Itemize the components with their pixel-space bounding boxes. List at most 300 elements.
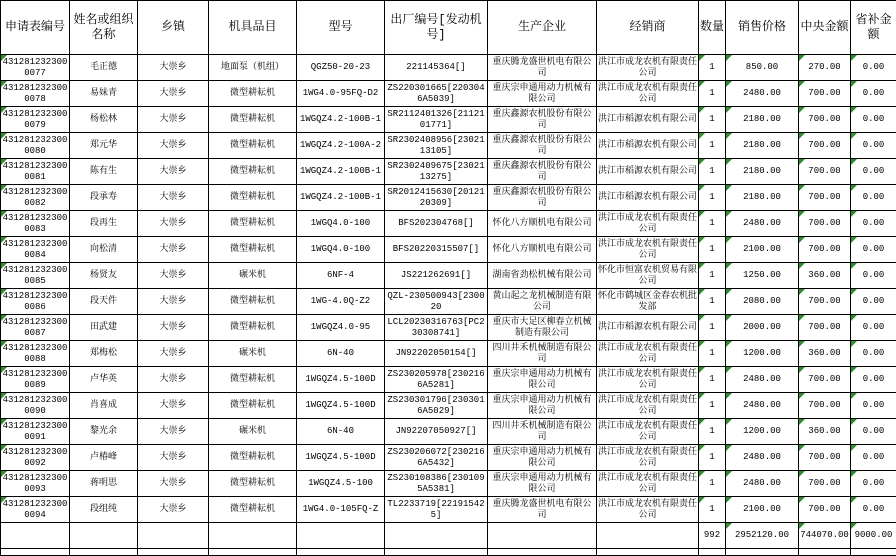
cell-serial[interactable] (385, 263, 488, 289)
cell-price[interactable] (726, 55, 799, 81)
total-province[interactable]: 9000.00 (851, 523, 896, 549)
cell-app-no[interactable] (1, 445, 70, 471)
cell-category[interactable] (209, 159, 297, 185)
cell-app-no[interactable] (1, 393, 70, 419)
cell-app-no[interactable] (1, 263, 70, 289)
cell-name[interactable] (70, 289, 138, 315)
cell-serial[interactable] (385, 211, 488, 237)
error-indicator-icon (799, 81, 805, 87)
table-row (1, 237, 896, 263)
cell-app-no[interactable] (1, 81, 70, 107)
cell-township[interactable] (138, 237, 209, 263)
cell-text: SR2112401326[2112101771] (387, 109, 484, 130)
total-qty[interactable]: 992 (699, 523, 726, 549)
cell-dealer[interactable] (597, 497, 699, 523)
cell-province[interactable] (851, 159, 896, 185)
cell-qty[interactable] (699, 237, 726, 263)
header-row (1, 1, 896, 55)
cell-text: 洪江市成龙农机有限责任公司 (598, 83, 697, 104)
column-header-model[interactable]: 型号 (297, 1, 385, 55)
cell-manufacturer[interactable] (488, 315, 597, 341)
cell-empty[interactable] (138, 523, 209, 549)
cell-empty[interactable] (385, 523, 488, 549)
cell-manufacturer[interactable] (488, 471, 597, 497)
cell-serial[interactable] (385, 289, 488, 315)
cell-model[interactable] (297, 263, 385, 289)
cell-township[interactable] (138, 263, 209, 289)
cell-name[interactable] (70, 211, 138, 237)
cell-model[interactable] (297, 497, 385, 523)
cell-app-no[interactable] (1, 55, 70, 81)
cell-central[interactable] (799, 289, 851, 315)
cell-text: ZS230108386[2301095A5381] (387, 473, 484, 494)
cell-province[interactable] (851, 289, 896, 315)
cell-text: 700.00 (808, 244, 840, 254)
cell-text: 四川井禾机械制造有限公司 (492, 343, 591, 364)
cell-serial[interactable] (385, 471, 488, 497)
cell-township[interactable] (138, 55, 209, 81)
cell-text: 2080.00 (743, 296, 781, 306)
cell-price[interactable] (726, 107, 799, 133)
cell-text: 0.00 (863, 374, 885, 384)
cell-central[interactable] (799, 471, 851, 497)
cell-name[interactable] (70, 133, 138, 159)
table-row (1, 367, 896, 393)
cell-model[interactable] (297, 393, 385, 419)
cell-dealer[interactable] (597, 185, 699, 211)
cell-dealer[interactable] (597, 133, 699, 159)
cell-province[interactable] (851, 393, 896, 419)
error-indicator-icon (699, 237, 705, 243)
cell-qty[interactable] (699, 55, 726, 81)
cell-category[interactable] (209, 237, 297, 263)
cell-township[interactable] (138, 159, 209, 185)
cell-category[interactable] (209, 341, 297, 367)
cell-app-no[interactable] (1, 341, 70, 367)
cell-model[interactable] (297, 289, 385, 315)
error-indicator-icon (851, 367, 857, 373)
cell-price[interactable] (726, 471, 799, 497)
table-row (1, 81, 896, 107)
cell-price[interactable] (726, 81, 799, 107)
cell-price[interactable] (726, 367, 799, 393)
cell-app-no[interactable] (1, 185, 70, 211)
cell-name[interactable] (70, 471, 138, 497)
cell-township[interactable] (138, 289, 209, 315)
cell-province[interactable] (851, 315, 896, 341)
cell-province[interactable] (851, 419, 896, 445)
cell-dealer[interactable] (597, 55, 699, 81)
cell-central[interactable] (799, 237, 851, 263)
cell-category[interactable] (209, 419, 297, 445)
cell-manufacturer[interactable] (488, 497, 597, 523)
cell-central[interactable] (799, 211, 851, 237)
cell-model[interactable] (297, 341, 385, 367)
total-central[interactable]: 744070.00 (799, 523, 851, 549)
cell-manufacturer[interactable] (488, 341, 597, 367)
cell-name[interactable] (70, 315, 138, 341)
error-indicator-icon (799, 341, 805, 347)
cell-township[interactable] (138, 107, 209, 133)
cell-dealer[interactable] (597, 315, 699, 341)
cell-text: 1WGQZ4.2-100B-1 (300, 192, 381, 202)
column-header-app-no[interactable]: 申请表编号 (1, 1, 70, 55)
cell-central[interactable] (799, 55, 851, 81)
cell-name[interactable] (70, 497, 138, 523)
cell-serial[interactable] (385, 133, 488, 159)
cell-text: 4312812323000089 (3, 369, 68, 390)
cell-qty[interactable] (699, 419, 726, 445)
cell-province[interactable] (851, 185, 896, 211)
cell-qty[interactable] (699, 393, 726, 419)
cell-dealer[interactable] (597, 211, 699, 237)
cell-app-no[interactable] (1, 497, 70, 523)
cell-province[interactable] (851, 445, 896, 471)
cell-dealer[interactable] (597, 237, 699, 263)
cell-serial[interactable] (385, 393, 488, 419)
column-header-serial[interactable]: 出厂编号[发动机号] (385, 1, 488, 55)
cell-manufacturer[interactable] (488, 445, 597, 471)
cell-manufacturer[interactable] (488, 289, 597, 315)
cell-central[interactable] (799, 315, 851, 341)
cell-price[interactable] (726, 185, 799, 211)
cell-name[interactable] (70, 81, 138, 107)
cell-category[interactable] (209, 55, 297, 81)
cell-manufacturer[interactable] (488, 237, 597, 263)
cell-price[interactable] (726, 133, 799, 159)
cell-qty[interactable] (699, 263, 726, 289)
cell-name[interactable] (70, 263, 138, 289)
cell-serial[interactable] (385, 341, 488, 367)
cell-central[interactable] (799, 81, 851, 107)
cell-text: 杨松林 (90, 114, 117, 124)
cell-township[interactable] (138, 315, 209, 341)
cell-text: 杨贤友 (90, 270, 117, 280)
cell-dealer[interactable] (597, 393, 699, 419)
cell-app-no[interactable] (1, 471, 70, 497)
cell-dealer[interactable] (597, 367, 699, 393)
cell-township[interactable] (138, 445, 209, 471)
cell-category[interactable] (209, 81, 297, 107)
cell-text: 1 (709, 296, 714, 306)
cell-dealer[interactable] (597, 263, 699, 289)
cell-text: 重庆宗申通用动力机械有限公司 (492, 369, 591, 390)
cell-app-no[interactable] (1, 237, 70, 263)
table-row (1, 133, 896, 159)
cell-manufacturer[interactable] (488, 185, 597, 211)
cell-manufacturer[interactable] (488, 55, 597, 81)
cell-township[interactable] (138, 393, 209, 419)
column-header-category[interactable]: 机具品目 (209, 1, 297, 55)
cell-price[interactable] (726, 159, 799, 185)
cell-township[interactable] (138, 367, 209, 393)
cell-central[interactable] (799, 341, 851, 367)
column-header-name[interactable]: 姓名或组织名称 (70, 1, 138, 55)
cell-central[interactable] (799, 107, 851, 133)
cell-central[interactable] (799, 159, 851, 185)
cell-qty[interactable] (699, 211, 726, 237)
error-indicator-icon (726, 419, 732, 425)
cell-text: JS221262691[] (401, 270, 471, 280)
cell-qty[interactable] (699, 133, 726, 159)
cell-price[interactable] (726, 289, 799, 315)
cell-dealer[interactable] (597, 445, 699, 471)
cell-category[interactable] (209, 497, 297, 523)
cell-province[interactable] (851, 237, 896, 263)
cell-qty[interactable] (699, 159, 726, 185)
cell-name[interactable] (70, 367, 138, 393)
column-header-province[interactable]: 省补金额 (851, 1, 896, 55)
cell-text: 洪江市稻源农机有限公司 (598, 192, 697, 202)
cell-app-no[interactable] (1, 315, 70, 341)
column-header-price[interactable]: 销售价格 (726, 1, 799, 55)
column-header-township[interactable]: 乡镇 (138, 1, 209, 55)
cell-category[interactable] (209, 289, 297, 315)
cell-category[interactable] (209, 211, 297, 237)
cell-price[interactable] (726, 419, 799, 445)
cell-empty[interactable] (297, 523, 385, 549)
cell-category[interactable] (209, 471, 297, 497)
cell-serial[interactable] (385, 107, 488, 133)
cell-model[interactable] (297, 133, 385, 159)
cell-province[interactable] (851, 81, 896, 107)
cell-price[interactable] (726, 497, 799, 523)
cell-dealer[interactable] (597, 81, 699, 107)
cell-price[interactable] (726, 341, 799, 367)
cell-text: 0.00 (863, 88, 885, 98)
cell-central[interactable] (799, 185, 851, 211)
cell-text: 重庆宗申通用动力机械有限公司 (492, 473, 591, 494)
error-indicator-icon (699, 159, 705, 165)
cell-app-no[interactable] (1, 419, 70, 445)
cell-manufacturer[interactable] (488, 419, 597, 445)
cell-manufacturer[interactable] (488, 81, 597, 107)
cell-province[interactable] (851, 133, 896, 159)
cell-text: 重庆鑫源农机股份有限公司 (492, 109, 591, 130)
cell-category[interactable] (209, 315, 297, 341)
error-indicator-icon (799, 55, 805, 61)
cell-category[interactable] (209, 133, 297, 159)
cell-province[interactable] (851, 211, 896, 237)
cell-app-no[interactable] (1, 367, 70, 393)
cell-dealer[interactable] (597, 289, 699, 315)
cell-qty[interactable] (699, 497, 726, 523)
cell-central[interactable] (799, 393, 851, 419)
cell-township[interactable] (138, 81, 209, 107)
cell-township[interactable] (138, 185, 209, 211)
cell-name[interactable] (70, 445, 138, 471)
cell-price[interactable] (726, 445, 799, 471)
cell-manufacturer[interactable] (488, 367, 597, 393)
cell-serial[interactable] (385, 419, 488, 445)
cell-serial[interactable] (385, 81, 488, 107)
cell-text: SR2012415630[2012120309] (387, 187, 484, 208)
cell-qty[interactable] (699, 289, 726, 315)
cell-text: 2180.00 (743, 140, 781, 150)
cell-app-no[interactable] (1, 133, 70, 159)
cell-app-no[interactable] (1, 159, 70, 185)
cell-township[interactable] (138, 341, 209, 367)
cell-province[interactable] (851, 341, 896, 367)
cell-text: 360.00 (808, 270, 840, 280)
cell-township[interactable] (138, 471, 209, 497)
table-row (1, 471, 896, 497)
cell-text: 1 (709, 88, 714, 98)
cell-empty[interactable] (209, 523, 297, 549)
cell-text: 湖南省劲松机械有限公司 (492, 270, 591, 280)
cell-province[interactable] (851, 497, 896, 523)
cell-name[interactable] (70, 55, 138, 81)
cell-app-no[interactable] (1, 107, 70, 133)
cell-text: 4312812323000082 (3, 187, 68, 208)
cell-price[interactable] (726, 237, 799, 263)
cell-qty[interactable] (699, 185, 726, 211)
cell-name[interactable] (70, 419, 138, 445)
cell-empty[interactable] (70, 523, 138, 549)
cell-category[interactable] (209, 185, 297, 211)
cell-model[interactable] (297, 367, 385, 393)
cell-qty[interactable] (699, 341, 726, 367)
cell-manufacturer[interactable] (488, 393, 597, 419)
cell-text: 700.00 (808, 452, 840, 462)
cell-text: 洪江市成龙农机有限责任公司 (598, 499, 697, 520)
cell-central[interactable] (799, 367, 851, 393)
cell-text: 4312812323000086 (3, 291, 68, 312)
cell-dealer[interactable] (597, 471, 699, 497)
cell-central[interactable] (799, 497, 851, 523)
cell-province[interactable] (851, 471, 896, 497)
cell-township[interactable] (138, 211, 209, 237)
cell-qty[interactable] (699, 445, 726, 471)
cell-text: 碾米机 (239, 348, 266, 358)
cell-text: 360.00 (808, 426, 840, 436)
cell-model[interactable] (297, 159, 385, 185)
cell-empty[interactable] (488, 523, 597, 549)
cell-category[interactable] (209, 107, 297, 133)
cell-serial[interactable] (385, 445, 488, 471)
cell-text: 0.00 (863, 504, 885, 514)
cell-price[interactable] (726, 393, 799, 419)
cell-text: 700.00 (808, 140, 840, 150)
cell-model[interactable] (297, 55, 385, 81)
cell-model[interactable] (297, 107, 385, 133)
cell-dealer[interactable] (597, 107, 699, 133)
cell-province[interactable] (851, 367, 896, 393)
cell-township[interactable] (138, 419, 209, 445)
cell-model[interactable] (297, 445, 385, 471)
cell-dealer[interactable] (597, 341, 699, 367)
column-header-dealer[interactable]: 经销商 (597, 1, 699, 55)
cell-serial[interactable] (385, 497, 488, 523)
cell-category[interactable] (209, 263, 297, 289)
cell-price[interactable] (726, 211, 799, 237)
total-price[interactable]: 2952120.00 (726, 523, 799, 549)
cell-text: QGZ50-20-23 (311, 62, 370, 72)
cell-serial[interactable] (385, 159, 488, 185)
error-indicator-icon (1, 445, 7, 451)
cell-app-no[interactable] (1, 211, 70, 237)
cell-text: 大崇乡 (159, 400, 186, 410)
cell-central[interactable] (799, 419, 851, 445)
cell-name[interactable] (70, 341, 138, 367)
cell-central[interactable] (799, 263, 851, 289)
cell-name[interactable] (70, 393, 138, 419)
cell-text: 大崇乡 (159, 270, 186, 280)
cell-manufacturer[interactable] (488, 211, 597, 237)
cell-model[interactable] (297, 211, 385, 237)
cell-serial[interactable] (385, 367, 488, 393)
cell-serial[interactable] (385, 315, 488, 341)
cell-manufacturer[interactable] (488, 263, 597, 289)
cell-name[interactable] (70, 237, 138, 263)
cell-price[interactable] (726, 263, 799, 289)
cell-central[interactable] (799, 445, 851, 471)
cell-category[interactable] (209, 367, 297, 393)
column-header-manufacturer[interactable]: 生产企业 (488, 1, 597, 55)
cell-manufacturer[interactable] (488, 107, 597, 133)
cell-central[interactable] (799, 133, 851, 159)
cell-app-no[interactable] (1, 289, 70, 315)
cell-text: 700.00 (808, 322, 840, 332)
cell-model[interactable] (297, 471, 385, 497)
cell-price[interactable] (726, 315, 799, 341)
cell-text: 4312812323000083 (3, 213, 68, 234)
cell-name[interactable] (70, 159, 138, 185)
cell-text: ZS230301796[2303016A5029] (387, 395, 484, 416)
cell-township[interactable] (138, 133, 209, 159)
error-indicator-icon (726, 497, 732, 503)
cell-text: 1 (709, 322, 714, 332)
cell-qty[interactable] (699, 471, 726, 497)
cell-dealer[interactable] (597, 159, 699, 185)
cell-model[interactable] (297, 185, 385, 211)
cell-township[interactable] (138, 497, 209, 523)
error-indicator-icon (699, 471, 705, 477)
cell-name[interactable] (70, 185, 138, 211)
cell-text: 2480.00 (743, 374, 781, 384)
cell-province[interactable] (851, 263, 896, 289)
cell-text: 0.00 (863, 426, 885, 436)
cell-text: 重庆鑫源农机股份有限公司 (492, 161, 591, 182)
cell-qty[interactable] (699, 81, 726, 107)
column-header-qty[interactable]: 数量 (699, 1, 726, 55)
cell-qty[interactable] (699, 367, 726, 393)
cell-dealer[interactable] (597, 419, 699, 445)
cell-serial[interactable] (385, 55, 488, 81)
cell-text: 大崇乡 (159, 140, 186, 150)
cell-qty[interactable] (699, 107, 726, 133)
cell-text: 700.00 (808, 504, 840, 514)
cell-model[interactable] (297, 419, 385, 445)
cell-manufacturer[interactable] (488, 133, 597, 159)
cell-name[interactable] (70, 107, 138, 133)
column-header-central[interactable]: 中央金额 (799, 1, 851, 55)
cell-serial[interactable] (385, 237, 488, 263)
cell-model[interactable] (297, 81, 385, 107)
cell-model[interactable] (297, 237, 385, 263)
cell-category[interactable] (209, 445, 297, 471)
cell-province[interactable] (851, 107, 896, 133)
cell-empty[interactable] (597, 523, 699, 549)
cell-category[interactable] (209, 393, 297, 419)
cell-serial[interactable] (385, 185, 488, 211)
cell-province[interactable] (851, 55, 896, 81)
cell-manufacturer[interactable] (488, 159, 597, 185)
cell-text: 段再生 (90, 218, 117, 228)
cell-empty[interactable] (1, 523, 70, 549)
cell-model[interactable] (297, 315, 385, 341)
cell-qty[interactable] (699, 315, 726, 341)
